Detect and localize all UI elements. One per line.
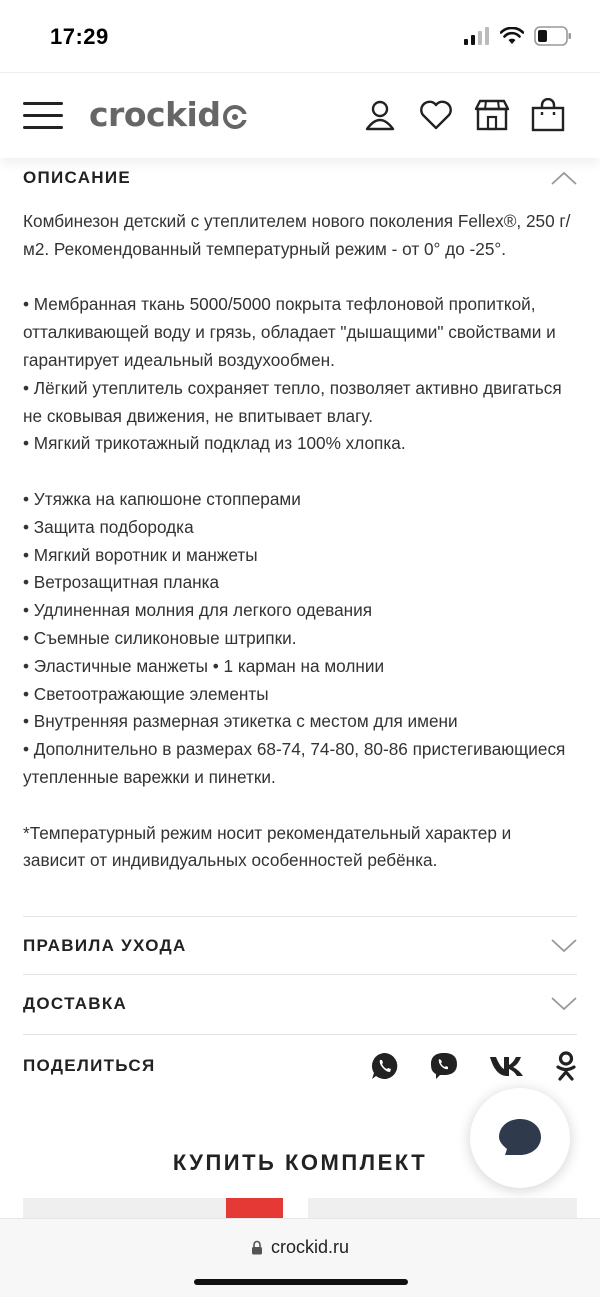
lock-icon bbox=[251, 1240, 263, 1255]
detail-item: • Дополнительно в размерах 68-74, 74-80, 80-86 пристегивающиеся утепленные варежки и пинетки. bbox=[23, 739, 566, 787]
address-bar[interactable] bbox=[0, 1237, 600, 1258]
share-row bbox=[23, 1034, 577, 1096]
wifi-icon bbox=[500, 27, 524, 45]
favorites-icon[interactable] bbox=[418, 97, 454, 133]
description-title: ОПИСАНИЕ bbox=[23, 168, 132, 187]
chevron-down-icon[interactable] bbox=[551, 997, 577, 1011]
delivery-accordion[interactable] bbox=[23, 974, 577, 1032]
delivery-title: ДОСТАВКА bbox=[23, 993, 128, 1013]
chevron-down-icon[interactable] bbox=[551, 939, 577, 953]
detail-item: • Светоотражающие элементы bbox=[23, 683, 269, 704]
account-icon[interactable] bbox=[362, 97, 398, 133]
site-header bbox=[0, 72, 600, 158]
detail-item: • Съемные силиконовые штрипки. bbox=[23, 627, 297, 648]
detail-item: • Ветрозащитная планка bbox=[23, 572, 220, 593]
share-icons bbox=[371, 1051, 577, 1081]
battery-icon bbox=[534, 26, 572, 46]
status-time: 17:29 bbox=[50, 24, 109, 49]
care-accordion[interactable] bbox=[23, 916, 577, 974]
kit-title: КУПИТЬ КОМПЛЕКТ bbox=[172, 1150, 428, 1175]
browser-bar bbox=[0, 1218, 600, 1297]
home-indicator bbox=[194, 1279, 408, 1285]
feature-item: • Мембранная ткань 5000/5000 покрыта тефлоновой пропиткой, отталкивающей воду и грязь, обладает "дышащими" свойствами и гарантирует идеальный воздухообмен. bbox=[23, 294, 556, 370]
cart-icon[interactable] bbox=[530, 97, 566, 133]
product-info bbox=[0, 158, 600, 875]
whatsapp-icon[interactable] bbox=[371, 1052, 399, 1080]
feature-item: • Мягкий трикотажный подклад из 100% хлопка. bbox=[23, 433, 406, 454]
description-body bbox=[23, 208, 577, 875]
status-icons bbox=[464, 26, 572, 46]
logo[interactable] bbox=[89, 95, 248, 134]
feature-item: • Лёгкий утеплитель сохраняет тепло, позволяет активно двигаться не сковывая движения, не впитывает влагу. bbox=[23, 377, 562, 426]
chevron-up-icon[interactable] bbox=[551, 171, 577, 185]
store-icon[interactable] bbox=[474, 97, 510, 133]
sale-badge bbox=[226, 1198, 283, 1218]
odnoklassniki-icon[interactable] bbox=[555, 1051, 577, 1081]
header-actions bbox=[362, 97, 566, 133]
kit-card[interactable] bbox=[308, 1198, 577, 1218]
share-title: ПОДЕЛИТЬСЯ bbox=[23, 1055, 156, 1075]
detail-item: • Внутренняя размерная этикетка с местом для имени bbox=[23, 711, 458, 732]
url-text: crockid.ru bbox=[270, 1237, 350, 1257]
viber-icon[interactable] bbox=[429, 1051, 459, 1081]
logo-text: crockid bbox=[89, 95, 221, 134]
detail-item: • Удлиненная молния для легкого одевания bbox=[23, 600, 373, 621]
detail-item: • Эластичные манжеты • 1 карман на молнии bbox=[23, 655, 385, 676]
detail-item: • Защита подбородка bbox=[23, 516, 194, 537]
signal-icon bbox=[464, 27, 490, 45]
status-bar bbox=[0, 0, 600, 72]
menu-icon[interactable] bbox=[23, 102, 63, 130]
vk-icon[interactable] bbox=[489, 1055, 525, 1077]
description-header[interactable] bbox=[23, 158, 577, 198]
description-intro: Комбинезон детский с утеплителем нового поколения Fellex®, 250 г/м2. Рекомендованный температурный режим - от 0° до -25°. bbox=[23, 211, 571, 259]
temperature-note: *Температурный режим носит рекомендательный характер и зависит от индивидуальных особенностей ребёнка. bbox=[23, 822, 512, 871]
detail-item: • Утяжка на капюшоне стопперами bbox=[23, 488, 301, 509]
detail-item: • Мягкий воротник и манжеты bbox=[23, 544, 258, 565]
logo-mark-icon bbox=[222, 103, 248, 131]
care-title: ПРАВИЛА УХОДА bbox=[23, 935, 187, 955]
